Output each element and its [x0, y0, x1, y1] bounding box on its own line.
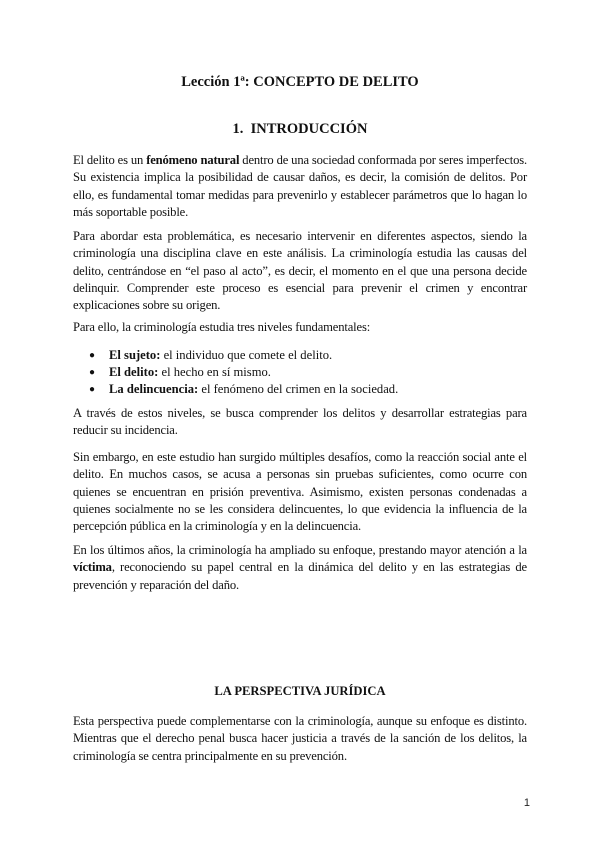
paragraph-victim-before: En los últimos años, la criminología ha ampliado su enfoque, prestando mayor atención a la	[73, 543, 527, 557]
page-number: 1	[523, 797, 530, 809]
levels-list	[73, 347, 527, 398]
paragraph-intro	[73, 152, 527, 221]
paragraph-levels-intro: Para ello, la criminología estudia tres niveles fundamentales:	[73, 320, 371, 334]
subheading-legal-perspective: LA PERSPECTIVA JURÍDICA	[214, 684, 386, 698]
level-term: El sujeto:	[109, 348, 161, 362]
paragraph-victim-after: , reconociendo su papel central en la dinámica del delito y en las estrategias de prevención y reparación del daño.	[73, 560, 527, 592]
section-number: 1.	[232, 121, 244, 137]
paragraph-legal: Esta perspectiva puede complementarse con la criminología, aunque su enfoque es distinto. Mientras que el derecho penal busca hacer justicia a través de la sanción de los delitos, la criminología se centra principalmente en su prevención.	[73, 714, 527, 763]
level-description: el fenómeno del crimen en la sociedad.	[198, 382, 399, 396]
paragraph-victim-bold: víctima	[73, 560, 112, 575]
section-title: INTRODUCCIÓN	[250, 121, 368, 137]
section-heading	[73, 121, 527, 138]
level-term: La delincuencia:	[109, 382, 199, 396]
paragraph-levels-summary: A través de estos niveles, se busca comprender los delitos y desarrollar estrategias para reducir su incidencia.	[73, 406, 527, 438]
list-item	[73, 381, 527, 398]
paragraph-intro-after: dentro de una sociedad conformada por seres imperfectos. Su existencia implica la posibilidad de causar daños, es decir, la comisión de delitos. Por ello, es fundamental tomar medidas para prevenirlo y establecer parámetros que lo hagan lo más soportable posible.	[73, 153, 527, 219]
bullet-icon: ●	[89, 350, 96, 361]
document-title: Lección 1ª: CONCEPTO DE DELITO	[181, 74, 419, 90]
level-description: el hecho en sí mismo.	[158, 365, 271, 379]
paragraph-intro-bold: fenómeno natural	[146, 153, 240, 167]
list-item	[73, 364, 527, 381]
bullet-icon: ●	[89, 367, 96, 378]
level-term: El delito:	[109, 365, 159, 379]
list-item	[73, 347, 527, 364]
paragraph-criminology: Para abordar esta problemática, es necesario intervenir en diferentes aspectos, siendo la criminología una disciplina clave en este análisis. La criminología estudia las causas del delito, centrándose en “el paso al acto”, es decir, el momento en el que una persona decide delinquir. Comprender este proceso es esencial para prevenir el crimen y encontrar explicaciones sobre su origen.	[73, 229, 527, 313]
paragraph-intro-before: El delito es un	[73, 153, 147, 167]
paragraph-victim	[73, 542, 527, 594]
level-description: el individuo que comete el delito.	[160, 348, 333, 362]
bullet-icon: ●	[89, 384, 96, 395]
paragraph-challenges: Sin embargo, en este estudio han surgido múltiples desafíos, como la reacción social ante el delito. En muchos casos, se acusa a personas sin pruebas suficientes, como ocurre con quienes se encuentran en prisión preventiva. Asimismo, existen personas condenadas a quienes socialmente no se les considera delincuentes, lo que evidencia la influencia de la percepción pública en la criminología y en la delincuencia.	[73, 450, 527, 534]
